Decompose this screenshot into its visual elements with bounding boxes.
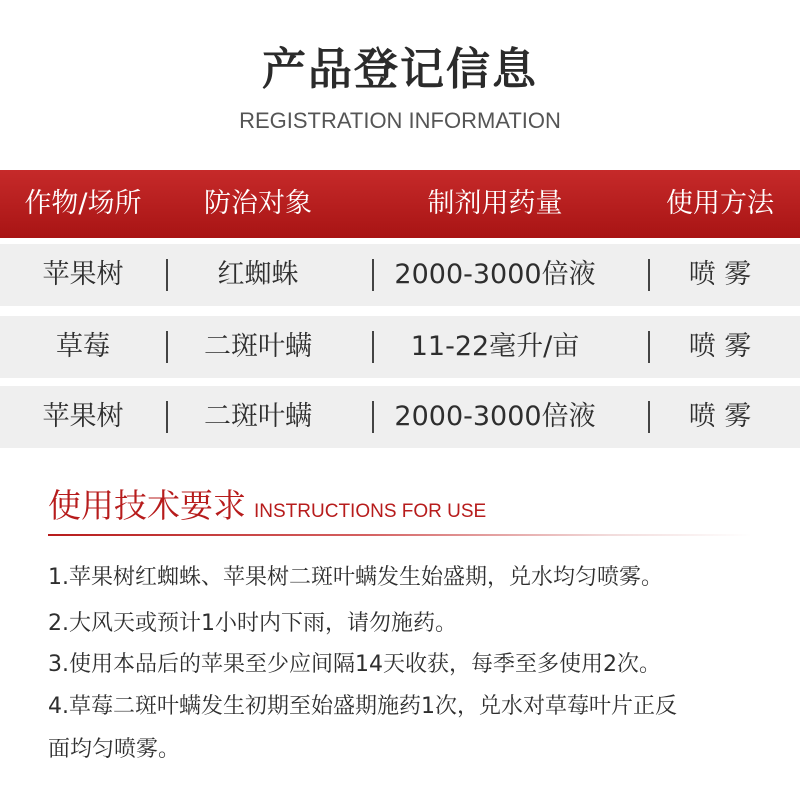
- column-divider: [648, 259, 650, 291]
- table-row: [0, 386, 800, 448]
- column-divider: [372, 401, 374, 433]
- instructions-title-en: INSTRUCTIONS FOR USE: [254, 501, 487, 522]
- cell-target: 二斑叶螨: [204, 401, 312, 432]
- column-header-method: 使用方法: [666, 188, 774, 219]
- cell-target: 二斑叶螨: [204, 331, 312, 362]
- cell-crop: 苹果树: [42, 259, 124, 290]
- column-header-dosage: 制剂用药量: [427, 188, 563, 219]
- instructions-heading: [48, 484, 486, 534]
- cell-dosage: 11-22毫升/亩: [410, 331, 580, 362]
- cell-method: 喷 雾: [688, 259, 752, 290]
- cell-dosage: 2000-3000倍液: [394, 259, 596, 290]
- column-divider: [166, 259, 168, 291]
- column-header-target: 防治对象: [204, 188, 312, 219]
- column-divider: [648, 401, 650, 433]
- column-divider: [166, 331, 168, 363]
- cell-method: 喷 雾: [688, 331, 752, 362]
- column-divider: [648, 331, 650, 363]
- instruction-item: 面均匀喷雾。: [48, 737, 181, 762]
- instruction-item: 2.大风天或预计1小时内下雨，请勿施药。: [48, 611, 457, 636]
- column-header-crop: 作物/场所: [24, 188, 142, 219]
- instruction-item: 1.苹果树红蜘蛛、苹果树二斑叶螨发生始盛期，兑水均匀喷雾。: [48, 565, 663, 590]
- cell-crop: 草莓: [56, 331, 110, 362]
- table-header: [0, 170, 800, 238]
- instruction-item: 4.草莓二斑叶螨发生初期至始盛期施药1次，兑水对草莓叶片正反: [48, 694, 677, 719]
- column-divider: [372, 259, 374, 291]
- instruction-item: 3.使用本品后的苹果至少应间隔14天收获，每季至多使用2次。: [48, 652, 661, 677]
- page-title: 产品登记信息: [262, 44, 538, 95]
- instructions-title: 使用技术要求: [48, 486, 246, 525]
- column-divider: [372, 331, 374, 363]
- page-subtitle: REGISTRATION INFORMATION: [239, 108, 561, 133]
- table-row: [0, 244, 800, 306]
- section-divider: [48, 534, 752, 536]
- cell-dosage: 2000-3000倍液: [394, 401, 596, 432]
- cell-target: 红蜘蛛: [217, 259, 299, 290]
- table-row: [0, 316, 800, 378]
- cell-method: 喷 雾: [688, 401, 752, 432]
- column-divider: [166, 401, 168, 433]
- cell-crop: 苹果树: [42, 401, 124, 432]
